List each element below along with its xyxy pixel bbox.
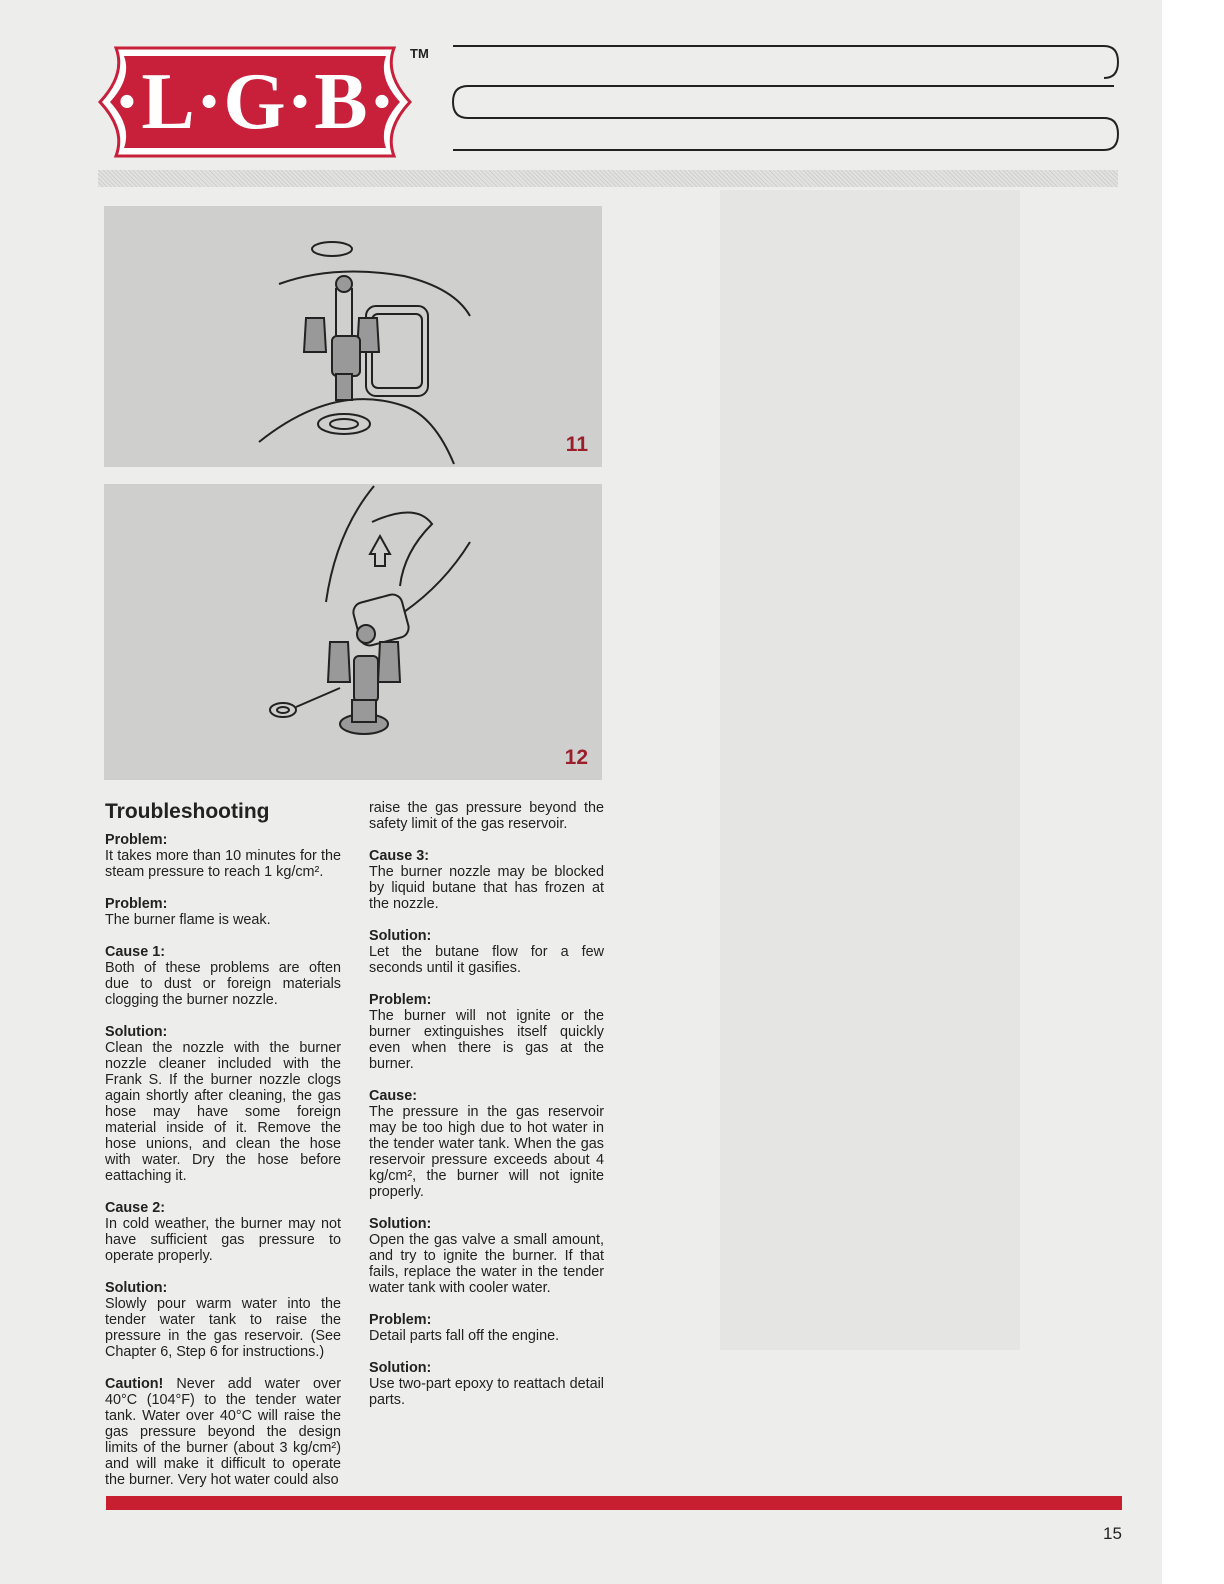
entry-text: Detail parts fall off the engine. xyxy=(369,1328,560,1344)
show-through-shadow xyxy=(720,190,1020,1350)
entry-label: Solution: xyxy=(105,1024,168,1040)
entry-label: Solution: xyxy=(369,1360,432,1376)
lgb-logo xyxy=(94,46,424,158)
troubleshooting-entry xyxy=(369,1312,604,1344)
troubleshooting-column-right xyxy=(369,800,604,1424)
logo-text: ·L·G·B· xyxy=(113,58,397,146)
footer-red-bar xyxy=(106,1496,1122,1510)
troubleshooting-entry xyxy=(105,896,341,928)
figure-number: 12 xyxy=(564,746,588,769)
caution-text: Never add water over 40°C (104°F) to the tender water tank. Water over 40°C will raise the gas pressure beyond the design limits of the burner (about 3 kg/cm²) and will make it difficult to operate the burner. Very hot water could also xyxy=(105,1376,341,1488)
figure-12 xyxy=(104,484,602,780)
entry-text: Slowly pour warm water into the tender water tank to raise the pressure in the gas reservoir. (See Chapter 6, Step 6 for instructions.) xyxy=(105,1296,341,1360)
entry-label: Solution: xyxy=(369,1216,432,1232)
entry-label: Cause 2: xyxy=(105,1200,165,1216)
entry-text: Open the gas valve a small amount, and try to ignite the burner. If that fails, replace the water in the tender water tank with cooler water. xyxy=(369,1232,604,1296)
entry-text: The pressure in the gas reservoir may be too high due to hot water in the tender water tank. When the gas reservoir pressure exceeds about 4 kg/cm², the burner will not ignite properly. xyxy=(369,1104,604,1200)
troubleshooting-entry xyxy=(105,832,341,880)
troubleshooting-entry xyxy=(369,1216,604,1296)
caution-note xyxy=(105,1376,341,1488)
troubleshooting-column-left xyxy=(105,800,341,1504)
nozzle-removal-illustration xyxy=(104,484,602,780)
caution-continuation xyxy=(369,800,604,832)
troubleshooting-entry xyxy=(369,928,604,976)
troubleshooting-entry xyxy=(369,1360,604,1408)
continuation-text: raise the gas pressure beyond the safety limit of the gas reservoir. xyxy=(369,800,604,832)
entry-label: Problem: xyxy=(105,896,168,912)
entry-text: It takes more than 10 minutes for the steam pressure to reach 1 kg/cm². xyxy=(105,848,341,880)
page-number: 15 xyxy=(1103,1524,1122,1543)
burner-nozzle-illustration xyxy=(104,206,602,467)
header-rule-lines xyxy=(450,40,1130,160)
trademark-symbol: TM xyxy=(410,46,429,61)
entry-text: Clean the nozzle with the burner nozzle cleaner included with the Frank S. If the burner nozzle clogs again shortly after cleaning, the gas hose may have some foreign material inside of it. Remove the hose unions, and clean the hose with water. Dry the hose before eattaching it. xyxy=(105,1040,341,1184)
troubleshooting-entry xyxy=(105,1024,341,1184)
entry-text: The burner nozzle may be blocked by liquid butane that has frozen at the nozzle. xyxy=(369,864,604,912)
entry-label: Solution: xyxy=(105,1280,168,1296)
entry-label: Problem: xyxy=(105,832,168,848)
entry-text: Let the butane flow for a few seconds until it gasifies. xyxy=(369,944,604,976)
troubleshooting-entry xyxy=(369,1088,604,1200)
caution-label: Caution! xyxy=(105,1376,164,1392)
entry-text: The burner flame is weak. xyxy=(105,912,271,928)
entry-label: Solution: xyxy=(369,928,432,944)
entry-text: In cold weather, the burner may not have sufficient gas pressure to operate properly. xyxy=(105,1216,341,1264)
entry-text: The burner will not ignite or the burner extinguishes itself quickly even when there is gas at the burner. xyxy=(369,1008,604,1072)
figure-11 xyxy=(104,206,602,467)
troubleshooting-entry xyxy=(105,1280,341,1360)
troubleshooting-entry xyxy=(369,992,604,1072)
troubleshooting-entry xyxy=(369,848,604,912)
troubleshooting-entry xyxy=(105,1200,341,1264)
entry-label: Cause: xyxy=(369,1088,417,1104)
entry-text: Use two-part epoxy to reattach detail parts. xyxy=(369,1376,604,1408)
section-heading: Troubleshooting xyxy=(105,800,270,823)
page-edge xyxy=(1162,0,1224,1584)
entry-label: Cause 3: xyxy=(369,848,429,864)
entry-text: Both of these problems are often due to dust or foreign materials clogging the burner nozzle. xyxy=(105,960,341,1008)
troubleshooting-entry xyxy=(105,944,341,1008)
entry-label: Problem: xyxy=(369,1312,432,1328)
figure-number: 11 xyxy=(565,433,588,456)
entry-label: Problem: xyxy=(369,992,432,1008)
header-stripe xyxy=(98,170,1118,187)
entry-label: Cause 1: xyxy=(105,944,165,960)
